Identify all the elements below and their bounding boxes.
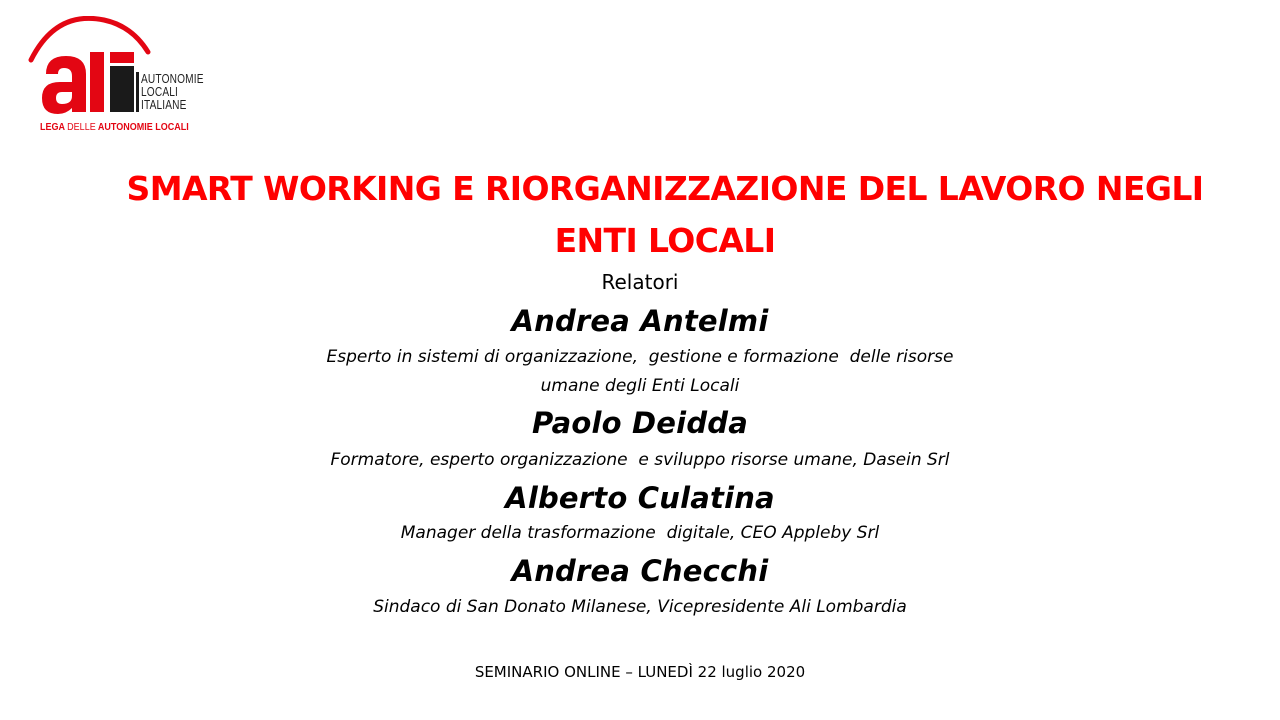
logo-wordmark [141, 72, 204, 111]
speaker-1-role-line-1: Esperto in sistemi di organizzazione, gestione e formazione delle risorse [326, 347, 954, 367]
speaker-3-role: Manager della trasformazione digitale, CEO Appleby Srl [400, 523, 880, 543]
logo-tagline [40, 122, 189, 133]
logo-tagline-delle: DELLE [67, 122, 96, 133]
speakers-heading: Relatori [601, 270, 679, 294]
speaker-3-name: Alberto Culatina [505, 481, 775, 515]
logo-word-1: AUTONOMIE [141, 71, 204, 86]
logo-word-3: ITALIANE [141, 97, 187, 112]
seminar-title-line-2: ENTI LOCALI [554, 221, 776, 260]
speaker-2-role: Formatore, esperto organizzazione e sviluppo risorse umane, Dasein Srl [330, 450, 950, 470]
speaker-2-name: Paolo Deidda [531, 406, 749, 440]
seminar-title [120, 163, 1210, 267]
speaker-1-role [240, 343, 1040, 401]
ali-logo [28, 16, 228, 138]
seminar-title-line-1: SMART WORKING E RIORGANIZZAZIONE DEL LAVORO NEGLI [126, 169, 1204, 208]
speaker-4-name: Andrea Checchi [511, 554, 769, 588]
speaker-1-role-line-2: umane degli Enti Locali [540, 376, 740, 396]
seminar-date-footer: SEMINARIO ONLINE – LUNEDÌ 22 luglio 2020 [474, 663, 806, 681]
logo-tagline-lega: LEGA [40, 122, 65, 133]
logo-word-2: LOCALI [141, 84, 179, 99]
speaker-4-role: Sindaco di San Donato Milanese, Vicepresidente Ali Lombardia [373, 597, 907, 617]
speaker-1-name: Andrea Antelmi [511, 304, 769, 338]
logo-tagline-autonomie: AUTONOMIE LOCALI [97, 122, 189, 133]
